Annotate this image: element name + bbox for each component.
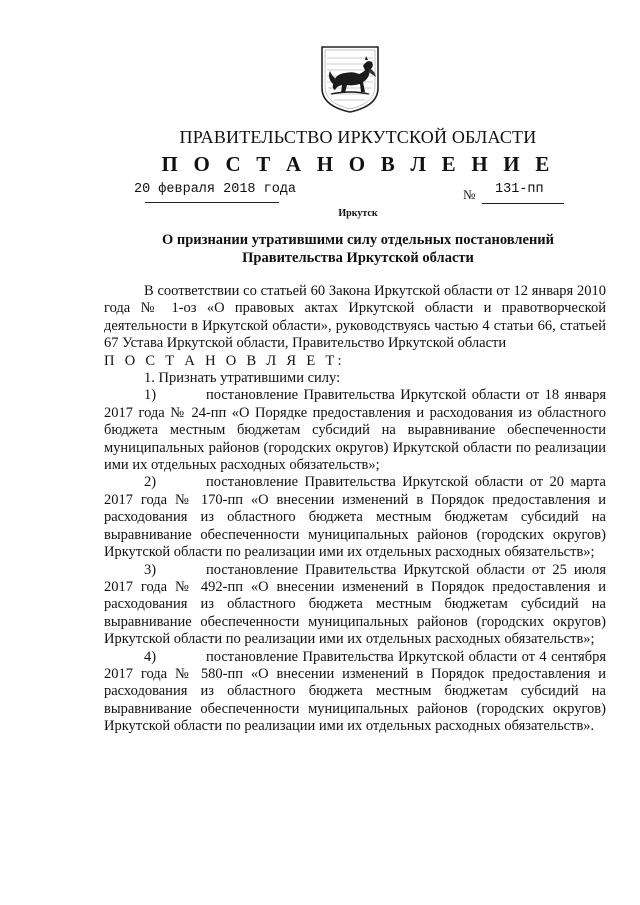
list-item-text: постановление Правительства Иркутской области от 25 июля 2017 года № 492-пп «О внесении изменений в Порядок предоставления и расходования из областного бюджета местным бюджетам субсидий на выравнивание обеспеченности муниципальных районов (городских округов) Иркутской области по реализации ими их отдельных расходных обязательств»; — [104, 561, 606, 648]
city-name: Иркутск — [338, 208, 378, 219]
irkutsk-coat-of-arms-icon — [319, 44, 381, 114]
list-item — [104, 649, 606, 736]
document-title — [110, 231, 606, 267]
list-item — [104, 387, 606, 474]
resolves-heading: П О С Т А Н О В Л Я Е Т: — [104, 352, 345, 369]
title-line-1: О признании утратившими силу отдельных постановлений — [161, 232, 555, 248]
list-item-number: 3) — [144, 561, 157, 578]
title-line-2: Правительства Иркутской области — [242, 250, 474, 266]
list-item-text: постановление Правительства Иркутской области от 20 марта 2017 года № 170-пп «О внесении изменений в Порядок предоставления и расходования из областного бюджета местным бюджетам субсидий на выравнивание обеспеченности муниципальных районов (городских округов) Иркутской области по реализации ими их отдельных расходных обязательств»; — [104, 474, 606, 561]
number-underline — [482, 203, 564, 204]
list-item — [104, 562, 606, 649]
list-item-text: постановление Правительства Иркутской области от 4 сентября 2017 года № 580-пп «О внесении изменений в Порядок предоставления и расходования из областного бюджета местным бюджетам субсидий на выравнивание обеспеченности муниципальных районов (городских округов) Иркутской области по реализации ими их отдельных расходных обязательств». — [104, 648, 606, 735]
list-item-number: 1) — [144, 387, 157, 404]
document-body — [104, 283, 606, 736]
point-1: 1. Признать утратившими силу: — [144, 370, 341, 387]
date-underline — [145, 202, 279, 203]
document-date: 20 февраля 2018 года — [134, 182, 297, 197]
government-name: ПРАВИТЕЛЬСТВО ИРКУТСКОЙ ОБЛАСТИ — [179, 127, 537, 147]
list-item — [104, 474, 606, 561]
document-number: 131-пп — [495, 182, 544, 197]
preamble-paragraph: В соответствии со статьей 60 Закона Иркутской области от 12 января 2010 года № 1-оз «О правовых актах Иркутской области и правотворческой деятельности в Иркутской области», руководствуясь частью 4 статьи 66, статьей 67 Устава Иркутской области, Правительство Иркутской области — [104, 283, 606, 352]
number-sign: № — [463, 187, 476, 202]
list-item-number: 2) — [144, 474, 157, 491]
document-type: П О С Т А Н О В Л Е Н И Е — [161, 152, 555, 176]
list-item-number: 4) — [144, 648, 157, 665]
list-item-text: постановление Правительства Иркутской области от 18 января 2017 года № 24-пп «О Порядке предоставления и расходования из областного бюджета местным бюджетам субсидий на выравнивание обеспеченности муниципальных районов (городских округов) Иркутской области по реализации ими их отдельных расходных обязательств»; — [104, 387, 606, 474]
